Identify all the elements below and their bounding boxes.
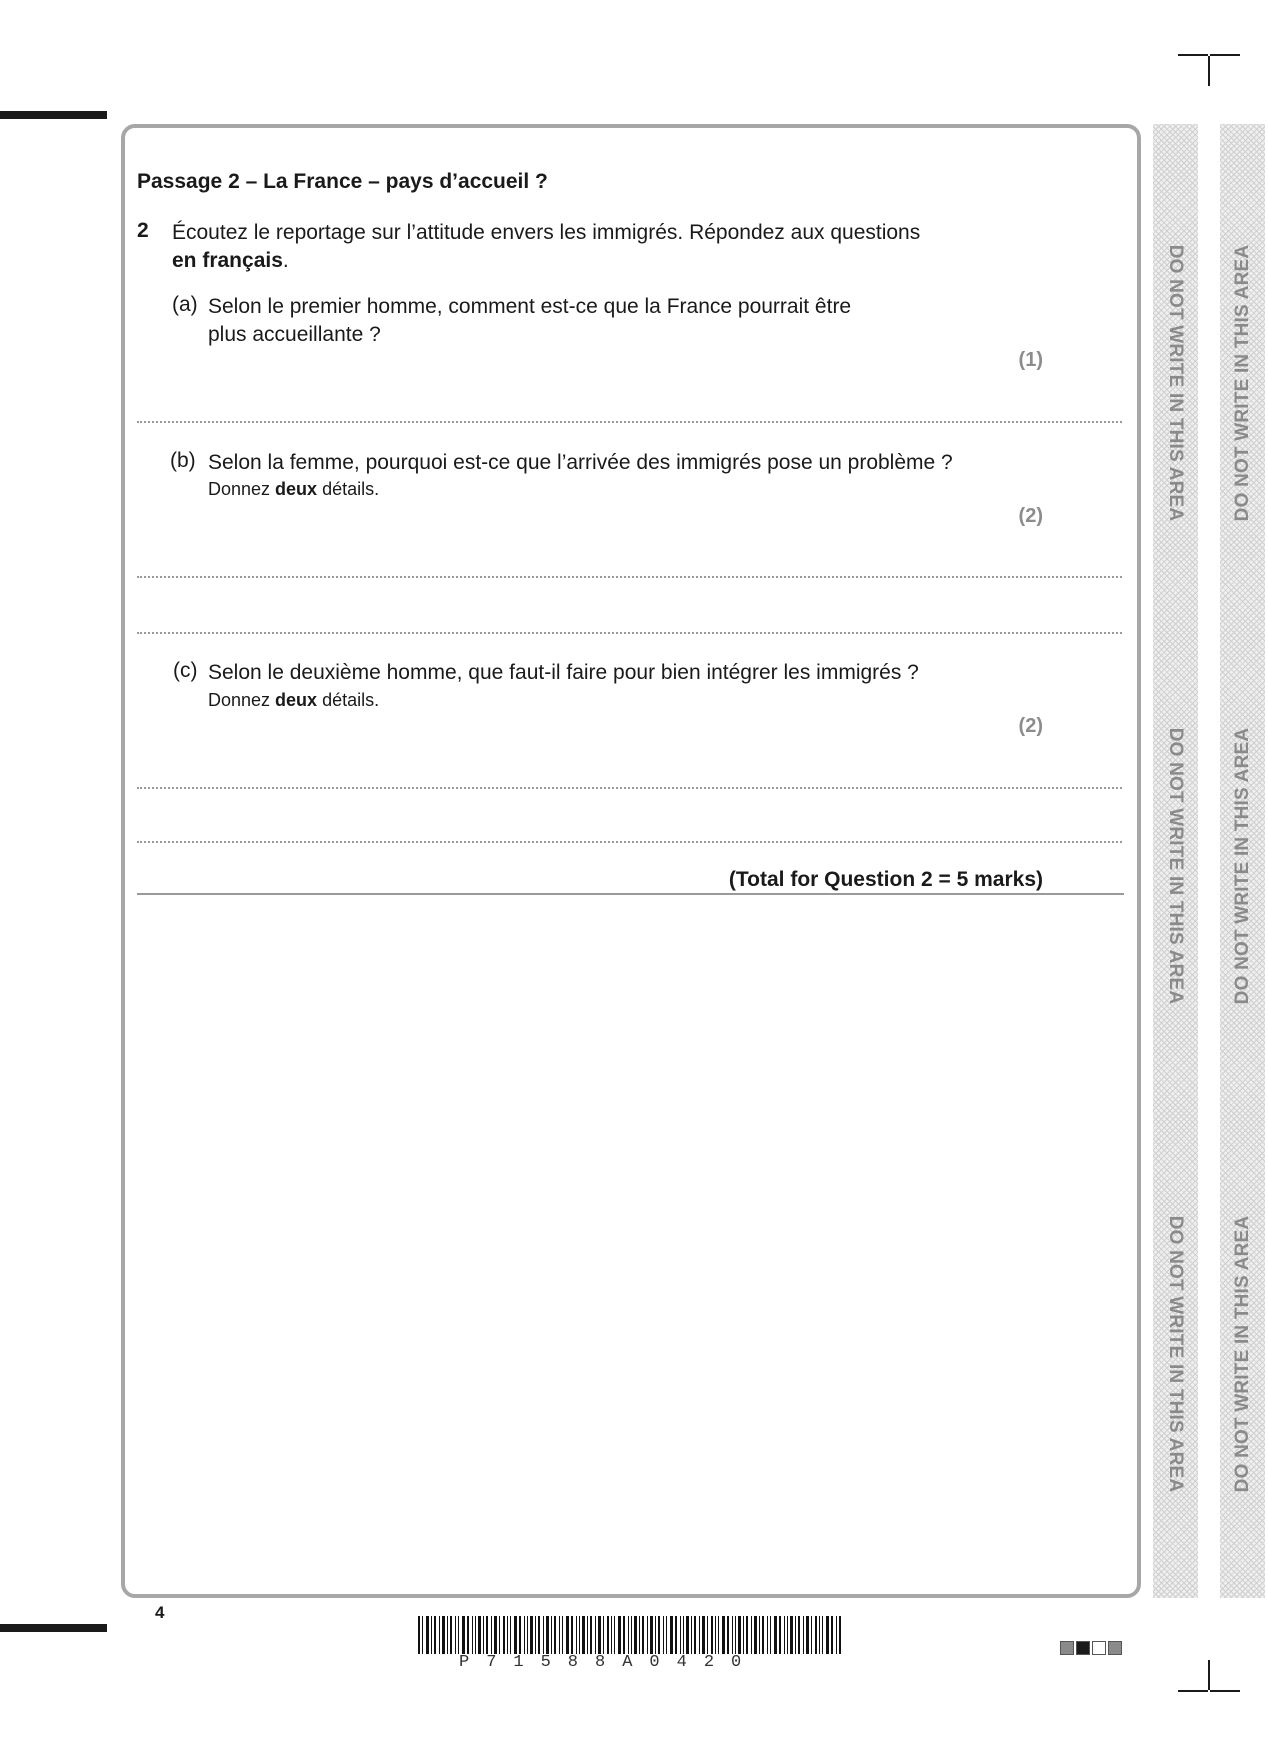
margin-warning-outer-1: DO NOT WRITE IN THIS AREA	[1232, 244, 1253, 522]
part-a-question	[208, 293, 1008, 349]
part-a-label: (a)	[172, 293, 198, 316]
part-b-question: Selon la femme, pourquoi est-ce que l’arrivée des immigrés pose un problème ?	[208, 451, 953, 474]
part-c-note-pre: Donnez	[208, 690, 276, 710]
part-c-note-bold: deux	[275, 690, 318, 710]
left-edge-bar-bottom	[0, 1624, 107, 1632]
margin-warning-outer-3: DO NOT WRITE IN THIS AREA	[1232, 1215, 1253, 1493]
part-b-note-post: détails.	[317, 479, 380, 499]
question-number: 2	[137, 219, 149, 242]
answer-line-c2[interactable]	[137, 841, 1122, 843]
total-rule	[137, 893, 1124, 895]
part-c-note-post: détails.	[317, 690, 380, 710]
part-b-note-bold: deux	[275, 479, 318, 499]
part-c-label: (c)	[173, 659, 198, 682]
part-c-marks: (2)	[1018, 715, 1043, 737]
answer-line-b1[interactable]	[137, 576, 1122, 578]
answer-line-b2[interactable]	[137, 632, 1122, 634]
question-intro-bold: en français	[172, 249, 283, 272]
part-a-marks: (1)	[1018, 349, 1043, 371]
barcode-text: P71588A0420	[459, 1653, 759, 1672]
passage-title: Passage 2 – La France – pays d’accueil ?	[137, 170, 548, 193]
margin-warning-inner-2: DO NOT WRITE IN THIS AREA	[1165, 727, 1186, 1005]
question-total: (Total for Question 2 = 5 marks)	[728, 868, 1043, 891]
part-b-note-pre: Donnez	[208, 479, 276, 499]
part-c-question: Selon le deuxième homme, que faut-il faire pour bien intégrer les immigrés ?	[208, 661, 919, 684]
part-c-note	[208, 690, 379, 711]
question-intro-end: .	[282, 249, 289, 272]
barcode	[418, 1616, 842, 1658]
margin-warning-inner-1: DO NOT WRITE IN THIS AREA	[1165, 244, 1186, 522]
part-b-marks: (2)	[1018, 505, 1043, 527]
left-edge-bar-top	[0, 111, 107, 119]
part-b-note	[208, 479, 379, 500]
margin-warning-outer-2: DO NOT WRITE IN THIS AREA	[1232, 727, 1253, 1005]
question-intro-text: Écoutez le reportage sur l’attitude envers les immigrés. Répondez aux questions	[172, 221, 921, 244]
question-intro	[172, 219, 992, 275]
part-a-line1: Selon le premier homme, comment est-ce que la France pourrait être	[208, 295, 852, 318]
margin-warning-inner-3: DO NOT WRITE IN THIS AREA	[1165, 1215, 1186, 1493]
answer-line-c1[interactable]	[137, 787, 1122, 789]
page-number: 4	[155, 1603, 165, 1622]
part-b-label: (b)	[170, 449, 196, 472]
part-a-line2: plus accueillante ?	[208, 323, 381, 346]
answer-line-a1[interactable]	[137, 421, 1122, 423]
